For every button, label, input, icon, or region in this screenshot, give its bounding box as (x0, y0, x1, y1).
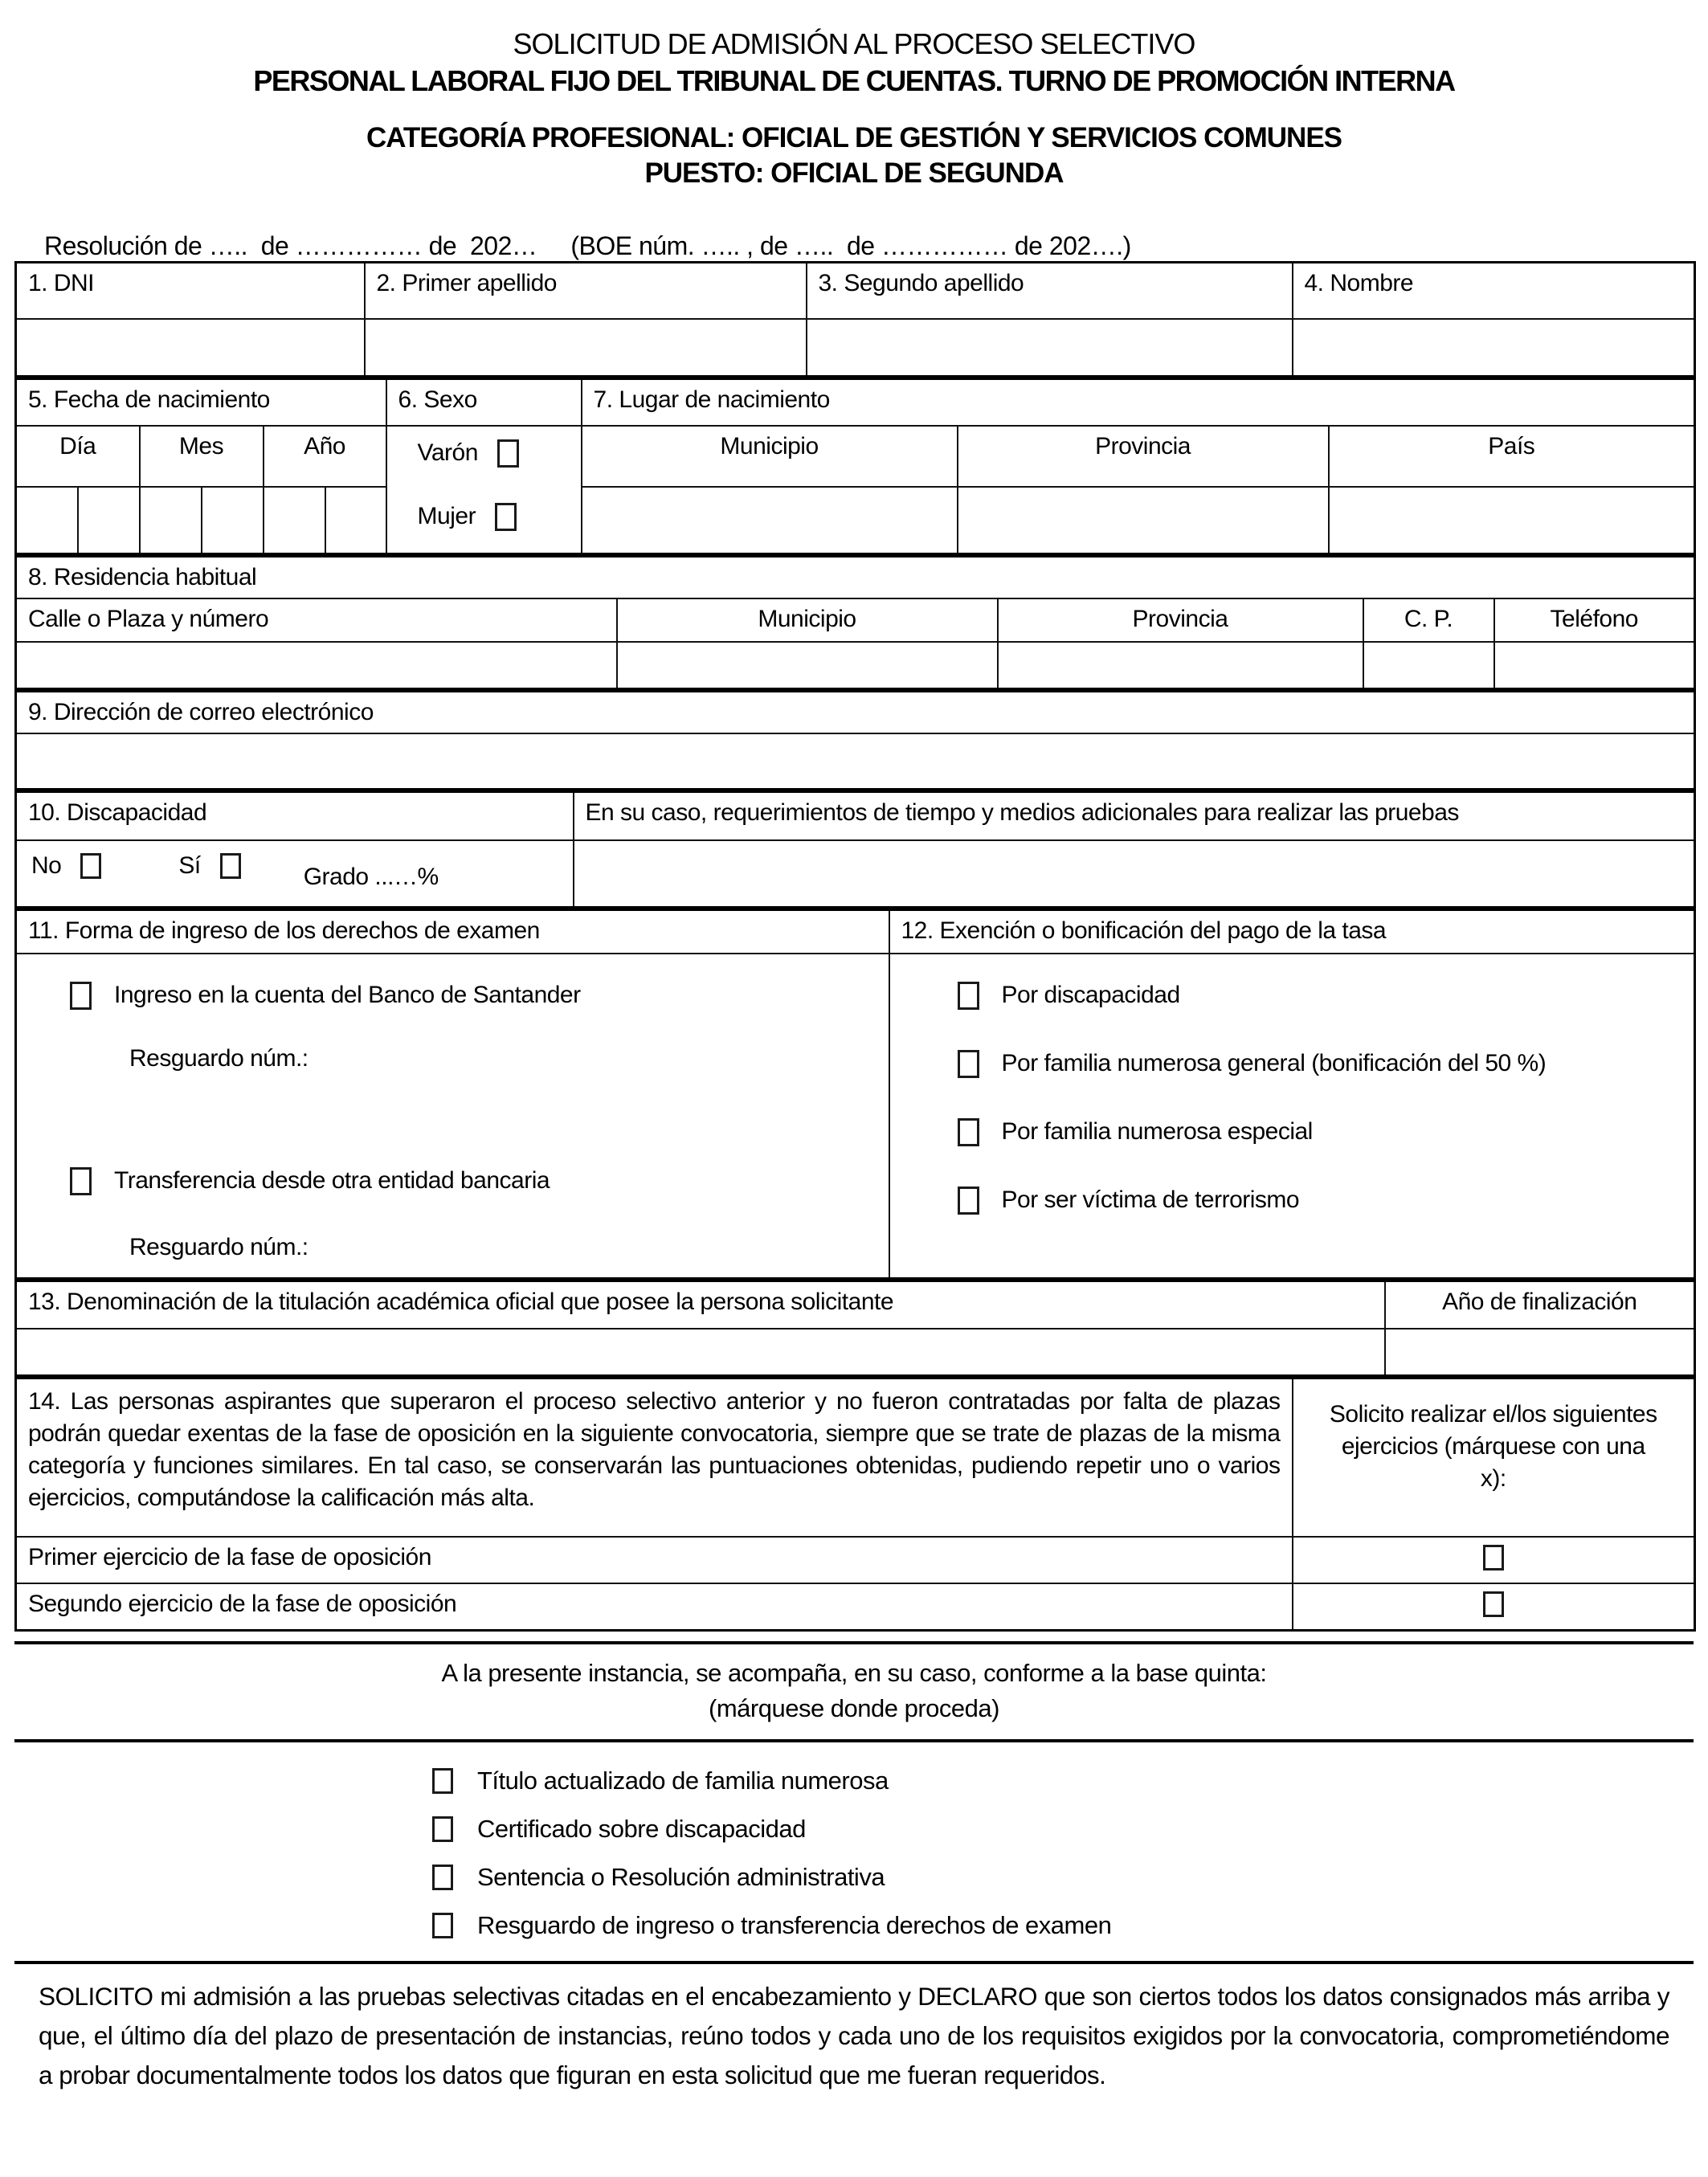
exemption-large-family-special-label: Por familia numerosa especial (1001, 1117, 1313, 1145)
checkbox-exemption-disability[interactable] (958, 982, 979, 1010)
declaration-paragraph: SOLICITO mi admisión a las pruebas selectivas citadas en el encabezamiento y DECLARO que son ciertos todos los datos consignados más arriba y que, el último día del plazo de presentación de instancias, reúno todos y cada uno de los requisitos exigidos por la convocatoria, comprometiéndome a probar documentalmente todos los datos que figuran en esta solicitud que me fueran requeridos. (39, 1981, 1669, 2089)
birth-data-table (14, 378, 1696, 555)
input-phone[interactable] (1494, 642, 1695, 688)
previous-process-table (14, 1377, 1696, 1632)
checkbox-attachment-disability-certificate[interactable] (432, 1816, 453, 1842)
disability-yes-option (178, 852, 240, 880)
attachment-large-family-title-label: Título actualizado de familia numerosa (477, 1766, 889, 1795)
disability-yes-label: Sí (178, 852, 201, 879)
exemption-option-large-family-special (958, 1118, 1678, 1146)
payment-options-cell (16, 954, 889, 1279)
disability-table (14, 790, 1696, 909)
exemption-option-terrorism-victim (958, 1187, 1678, 1215)
exemption-disability-label: Por discapacidad (1001, 981, 1180, 1008)
name-label: 4. Nombre (1293, 263, 1695, 319)
attachments-intro-line2: (márquese donde proceda) (709, 1693, 999, 1722)
female-option (398, 503, 570, 531)
checkbox-exemption-large-family-general[interactable] (958, 1050, 979, 1078)
input-disability-requirements[interactable] (574, 840, 1695, 908)
checkbox-disability-yes[interactable] (220, 853, 241, 879)
checkbox-attachment-sentence-resolution[interactable] (432, 1865, 453, 1890)
sex-label: 6. Sexo (386, 379, 582, 426)
attachment-payment-receipt-label: Resguardo de ingreso o transferencia derechos de examen (477, 1910, 1112, 1939)
divider-top (14, 1641, 1694, 1644)
input-residence-municipality[interactable] (617, 642, 998, 688)
birth-date-label: 5. Fecha de nacimiento (16, 379, 386, 426)
attachment-item-sentence-resolution (432, 1853, 1708, 1901)
sex-options-cell (386, 426, 582, 554)
checkbox-second-exercise[interactable] (1483, 1591, 1504, 1617)
checkbox-attachment-large-family-title[interactable] (432, 1768, 453, 1794)
attachment-disability-certificate-label: Certificado sobre discapacidad (477, 1814, 806, 1843)
disability-no-label: No (31, 852, 62, 879)
input-qualification-year[interactable] (1385, 1329, 1695, 1375)
phone-label: Teléfono (1494, 598, 1695, 642)
input-birth-municipality[interactable] (582, 487, 958, 554)
checkbox-disability-no[interactable] (80, 853, 101, 879)
male-option (398, 439, 570, 468)
divider-bottom (14, 1961, 1694, 1964)
transfer-receipt-label: Resguardo núm.: (129, 1233, 309, 1260)
exemption-large-family-general-label: Por familia numerosa general (bonificación del 50 %) (1001, 1049, 1547, 1076)
checkbox-deposit-santander[interactable] (70, 982, 92, 1010)
input-birth-province[interactable] (958, 487, 1329, 554)
attachment-sentence-resolution-label: Sentencia o Resolución administrativa (477, 1862, 885, 1891)
qualification-year-label: Año de finalización (1385, 1280, 1695, 1329)
day-label: Día (16, 426, 140, 487)
second-exercise-label: Segundo ejercicio de la fase de oposición (16, 1583, 1293, 1630)
email-table (14, 690, 1696, 791)
input-postal-code[interactable] (1363, 642, 1494, 688)
professional-category: CATEGORÍA PROFESIONAL: OFICIAL DE GESTIÓN Y SERVICIOS COMUNES (366, 122, 1342, 153)
form-header (0, 0, 1708, 191)
attachments-intro-line1: A la presente instancia, se acompaña, en su caso, conforme a la base quinta: (441, 1658, 1267, 1687)
checkbox-female[interactable] (495, 503, 517, 531)
birth-country-label: País (1329, 426, 1695, 487)
exemption-terrorism-victim-label: Por ser víctima de terrorismo (1001, 1186, 1300, 1213)
birth-province-label: Provincia (958, 426, 1329, 487)
residence-label: 8. Residencia habitual (16, 557, 1695, 599)
second-exercise-cell (1293, 1583, 1695, 1630)
input-year-digit[interactable] (264, 487, 325, 554)
exercise-request-cell (1293, 1378, 1695, 1537)
checkbox-transfer-other-bank[interactable] (70, 1167, 92, 1195)
qualification-label: 13. Denominación de la titulación académica oficial que posee la persona solicitante (16, 1280, 1385, 1329)
exemption-option-disability (958, 982, 1678, 1010)
input-year-digit[interactable] (325, 487, 386, 554)
dni-label: 1. DNI (16, 263, 365, 319)
first-exercise-label: Primer ejercicio de la fase de oposición (16, 1537, 1293, 1583)
disability-options-cell (16, 840, 574, 908)
birth-municipality-label: Municipio (582, 426, 958, 487)
first-surname-label: 2. Primer apellido (365, 263, 807, 319)
exemption-label: 12. Exención o bonificación del pago de la tasa (889, 910, 1695, 954)
checkbox-attachment-payment-receipt[interactable] (432, 1913, 453, 1938)
divider-middle (14, 1739, 1694, 1742)
disability-no-option (31, 852, 101, 880)
attachments-list (432, 1757, 1708, 1950)
deposit-receipt-label: Resguardo núm.: (129, 1044, 309, 1072)
email-label: 9. Dirección de correo electrónico (16, 691, 1695, 733)
qualification-table (14, 1280, 1696, 1377)
resolution-line: Resolución de ….. de …………… de 202… (BOE núm. ….. , de ….. de …………… de 202….) (44, 231, 1131, 260)
checkbox-exemption-large-family-special[interactable] (958, 1118, 979, 1146)
checkbox-exemption-terrorism-victim[interactable] (958, 1187, 979, 1215)
male-label: Varón (417, 439, 478, 466)
deposit-label: Ingreso en la cuenta del Banco de Santander (114, 981, 581, 1008)
input-street[interactable] (16, 642, 617, 688)
input-month-digit[interactable] (202, 487, 264, 554)
female-label: Mujer (417, 503, 476, 529)
residence-municipality-label: Municipio (617, 598, 998, 642)
second-surname-label: 3. Segundo apellido (807, 263, 1293, 319)
attachment-item-disability-certificate (432, 1805, 1708, 1853)
position-title: PUESTO: OFICIAL DE SEGUNDA (644, 157, 1064, 189)
input-day-digit[interactable] (16, 487, 78, 554)
input-residence-province[interactable] (998, 642, 1363, 688)
form-subtitle: PERSONAL LABORAL FIJO DEL TRIBUNAL DE CUENTAS. TURNO DE PROMOCIÓN INTERNA (253, 64, 1455, 97)
attachment-item-large-family-title (432, 1757, 1708, 1805)
input-month-digit[interactable] (140, 487, 202, 554)
form-title: SOLICITUD DE ADMISIÓN AL PROCESO SELECTIVO (513, 27, 1195, 60)
payment-label: 11. Forma de ingreso de los derechos de examen (16, 910, 889, 954)
residence-province-label: Provincia (998, 598, 1363, 642)
year-label: Año (264, 426, 386, 487)
birth-place-label: 7. Lugar de nacimiento (582, 379, 1695, 426)
payment-option-transfer (70, 1167, 872, 1195)
exemption-option-large-family-general (958, 1050, 1678, 1078)
disability-label: 10. Discapacidad (16, 792, 574, 840)
disability-grade-label: Grado ...…% (303, 863, 439, 890)
first-exercise-cell (1293, 1537, 1695, 1583)
attachments-intro (0, 1656, 1708, 1726)
disability-requirements-label: En su caso, requerimientos de tiempo y medios adicionales para realizar las pruebas (574, 792, 1695, 840)
payment-option-deposit (70, 982, 872, 1010)
input-email[interactable] (16, 733, 1695, 790)
exemption-options-cell (889, 954, 1695, 1279)
checkbox-male[interactable] (497, 439, 519, 468)
residence-table (14, 555, 1696, 690)
personal-data-table (14, 261, 1696, 378)
month-label: Mes (140, 426, 264, 487)
attachment-item-payment-receipt (432, 1901, 1708, 1950)
payment-exemption-table (14, 909, 1696, 1280)
postal-code-label: C. P. (1363, 598, 1494, 642)
input-first-surname[interactable] (365, 319, 807, 377)
input-birth-country[interactable] (1329, 487, 1695, 554)
input-day-digit[interactable] (78, 487, 140, 554)
input-qualification[interactable] (16, 1329, 1385, 1375)
input-second-surname[interactable] (807, 319, 1293, 377)
street-label: Calle o Plaza y número (16, 598, 617, 642)
input-name[interactable] (1293, 319, 1695, 377)
checkbox-first-exercise[interactable] (1483, 1545, 1504, 1570)
exercise-request-label: Solicito realizar el/los siguientes ejercicios (márquese con una x): (1329, 1400, 1657, 1492)
input-dni[interactable] (16, 319, 365, 377)
transfer-label: Transferencia desde otra entidad bancaria (114, 1166, 550, 1194)
previous-process-text: 14. Las personas aspirantes que superaron el proceso selectivo anterior y no fueron contratadas por falta de plazas podrán quedar exentas de la fase de oposición en la siguiente convocatoria, siempre que se trate de plazas de la misma categoría y funciones similares. En tal caso, se conservarán las puntuaciones obtenidas, pudiendo repetir uno o varios ejercicios, computándose la calificación más alta. (16, 1378, 1293, 1537)
